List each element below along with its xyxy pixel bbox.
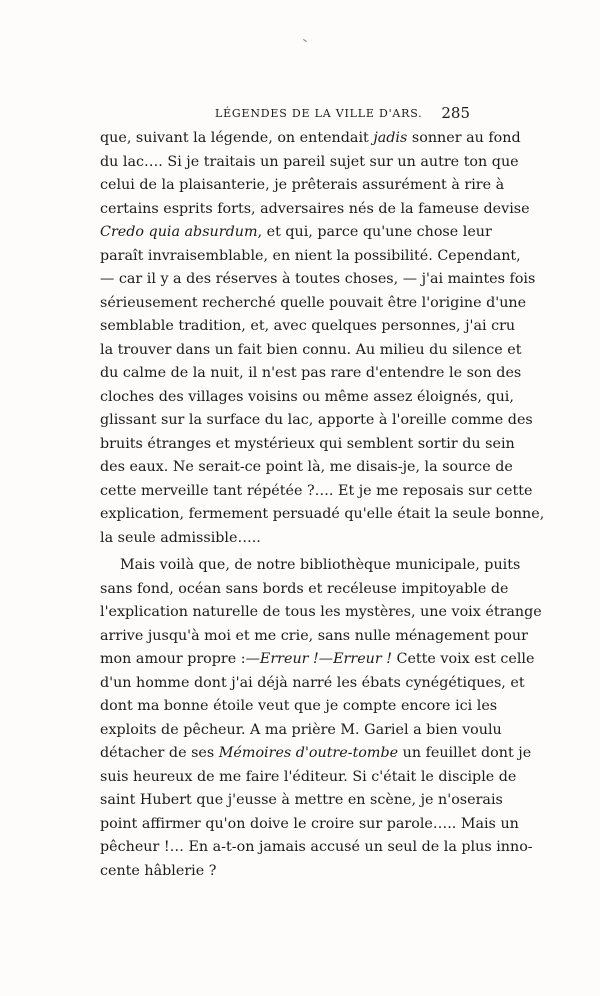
text-line: du calme de la nuit, il n'est pas rare d'entendre le son des bbox=[100, 365, 522, 381]
text-line: la seule admissible….. bbox=[100, 529, 261, 546]
text-line: Mais voilà que, de notre bibliothèque municipale, puits bbox=[120, 557, 521, 573]
text-line: que, suivant la légende, on entendait jadis sonner au fond bbox=[100, 130, 521, 146]
page-header bbox=[100, 104, 470, 124]
text-line: cette merveille tant répétée ?…. Et je me reposais sur cette bbox=[100, 482, 533, 499]
text-line: suis heureux de me faire l'éditeur. Si c'était le disciple de bbox=[100, 768, 517, 785]
text-line: — car il y a des réserves à toutes choses, — j'ai maintes fois bbox=[100, 271, 536, 287]
text-line: certains esprits forts, adversaires nés de la fameuse devise bbox=[100, 200, 530, 217]
text-line: paraît invraisemblable, en nient la possibilité. Cependant, bbox=[100, 247, 521, 264]
ink-speck bbox=[303, 39, 307, 42]
paragraph-1 bbox=[100, 127, 545, 550]
text-line: cloches des villages voisins ou même assez éloignés, qui, bbox=[100, 388, 514, 405]
text-line: exploits de pêcheur. A ma prière M. Gariel a bien voulu bbox=[100, 721, 502, 738]
text-line: explication, fermement persuadé qu'elle était la seule bonne, bbox=[100, 506, 545, 522]
running-title: LÉGENDES DE LA VILLE D'ARS. bbox=[215, 107, 423, 120]
text-line: l'explication naturelle de tous les mystères, une voix étrange bbox=[100, 604, 542, 620]
page-number: 285 bbox=[441, 104, 470, 122]
text-line: sans fond, océan sans bords et recéleuse impitoyable de bbox=[100, 580, 509, 597]
text-line: des eaux. Ne serait-ce point là, me disais-je, la source de bbox=[100, 459, 513, 475]
text-line: cente hâblerie ? bbox=[100, 862, 217, 879]
text-line: saint Hubert que j'eusse à mettre en scène, je n'oserais bbox=[100, 792, 503, 808]
text-line: semblable tradition, et, avec quelques personnes, j'ai cru bbox=[100, 318, 516, 334]
text-line: celui de la plaisanterie, je prêterais assurément à rire à bbox=[100, 177, 505, 193]
text-line: arrive jusqu'à moi et me crie, sans nulle ménagement pour bbox=[100, 627, 528, 644]
text-line: détacher de ses Mémoires d'outre-tombe un feuillet dont je bbox=[100, 745, 532, 761]
text-line: mon amour propre :—Erreur !—Erreur ! Cette voix est celle bbox=[100, 651, 535, 667]
text-line: dont ma bonne étoile veut que je compte encore ici les bbox=[100, 698, 498, 714]
text-line: d'un homme dont j'ai déjà narré les ébats cynégétiques, et bbox=[100, 674, 525, 691]
text-line: la trouver dans un fait bien connu. Au milieu du silence et bbox=[100, 341, 522, 358]
text-line: bruits étranges et mystérieux qui semblent sortir du sein bbox=[100, 435, 515, 452]
paragraph-2 bbox=[100, 554, 542, 883]
text-line: sérieusement recherché quelle pouvait être l'origine d'une bbox=[100, 294, 527, 311]
text-line: point affirmer qu'on doive le croire sur parole….. Mais un bbox=[100, 815, 519, 832]
page-body bbox=[100, 127, 545, 883]
text-line: glissant sur la surface du lac, apporte à l'oreille comme des bbox=[100, 412, 533, 428]
text-line: du lac…. Si je traitais un pareil sujet sur un autre ton que bbox=[100, 153, 519, 170]
text-line: Credo quia absurdum, et qui, parce qu'une chose leur bbox=[100, 224, 492, 240]
text-line: pêcheur !… En a-t-on jamais accusé un seul de la plus inno- bbox=[100, 839, 533, 855]
